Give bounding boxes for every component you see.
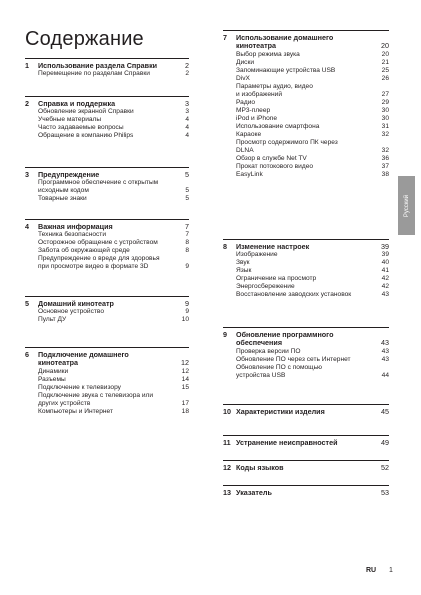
toc-entry-text: Просмотр содержимого ПК через DLNA: [236, 138, 338, 154]
toc-entry[interactable]: [25, 308, 189, 316]
toc-entry-page: 27: [381, 90, 389, 98]
toc-entry-page: 9: [185, 263, 189, 271]
section-number: 10: [223, 407, 231, 416]
toc-entry-text: Параметры аудио, видео и изображений: [236, 82, 313, 98]
toc-entry-text: Пульт ДУ: [38, 316, 67, 324]
toc-entry-text: Звук: [236, 259, 250, 267]
toc-entry-text: Забота об окружающей среде: [38, 247, 130, 255]
toc-entry-text: Учебные материалы: [38, 116, 102, 124]
section-number: 7: [223, 33, 227, 42]
toc-entry-text: Изображение: [236, 251, 278, 259]
toc-section: [25, 96, 189, 140]
toc-entry-page: 15: [181, 383, 189, 391]
toc-entry[interactable]: [223, 131, 389, 139]
section-title: Обновление программного обеспечения: [236, 330, 334, 348]
toc-entry[interactable]: [223, 123, 389, 131]
section-page-number: 52: [381, 463, 389, 472]
toc-section-heading[interactable]: [223, 405, 389, 416]
section-number: 3: [25, 170, 29, 179]
toc-entry-text: EasyLink: [236, 170, 263, 178]
toc-entry-page: 21: [381, 58, 389, 66]
section-title: Предупреждение: [38, 170, 100, 179]
toc-entry[interactable]: [25, 368, 189, 376]
toc-section: [223, 404, 389, 416]
toc-entry-text: Ограничение на просмотр: [236, 275, 317, 283]
section-number: 1: [25, 61, 29, 70]
toc-section-heading[interactable]: [25, 348, 189, 368]
section-number: 6: [25, 350, 29, 359]
section-title: Подключение домашнего кинотеатра: [38, 350, 129, 368]
toc-entry[interactable]: [223, 348, 389, 356]
footer-language: RU: [366, 567, 377, 574]
toc-entry-text: Запоминающие устройства USB: [236, 66, 336, 74]
toc-entry[interactable]: [223, 107, 389, 115]
toc-entry[interactable]: [223, 364, 389, 380]
toc-entry-page: 4: [185, 116, 189, 124]
toc-entry[interactable]: [223, 83, 389, 99]
toc-entry-text: Язык: [236, 267, 252, 275]
section-title: Изменение настроек: [236, 242, 310, 251]
toc-section-heading[interactable]: [25, 97, 189, 108]
toc-entry-page: 9: [185, 308, 189, 316]
toc-entry[interactable]: [223, 259, 389, 267]
toc-entry-text: DivX: [236, 74, 250, 82]
toc-entry[interactable]: [25, 247, 189, 255]
toc-entry-page: 2: [185, 70, 189, 78]
toc-section-heading[interactable]: [223, 461, 389, 472]
toc-entry-text: Караоке: [236, 130, 262, 138]
section-page-number: 2: [185, 61, 189, 70]
toc-entry-page: 30: [381, 106, 389, 114]
toc-section: [223, 435, 389, 447]
toc-section-heading[interactable]: [223, 328, 389, 348]
toc-entry[interactable]: [223, 51, 389, 59]
section-number: 11: [223, 438, 231, 447]
toc-entry[interactable]: [25, 316, 189, 324]
toc-entry-page: 10: [181, 316, 189, 324]
section-title: Указатель: [236, 488, 272, 497]
toc-entry[interactable]: [223, 59, 389, 67]
toc-entry-page: 26: [381, 74, 389, 82]
toc-section: [223, 239, 389, 299]
toc-entry[interactable]: [25, 376, 189, 384]
toc-entry[interactable]: [223, 115, 389, 123]
toc-section: [223, 460, 389, 472]
toc-entry[interactable]: [223, 283, 389, 291]
toc-entry-page: 42: [381, 283, 389, 291]
toc-entry-page: 25: [381, 66, 389, 74]
toc-entry-page: 43: [381, 355, 389, 363]
section-page-number: 45: [381, 407, 389, 416]
toc-entry-text: Обновление ПО с помощью устройства USB: [236, 363, 322, 379]
section-number: 4: [25, 222, 29, 231]
toc-section: [25, 219, 189, 271]
toc-entry-page: 29: [381, 98, 389, 106]
toc-section-heading[interactable]: [223, 240, 389, 251]
toc-entry-page: 14: [181, 375, 189, 383]
toc-section-heading[interactable]: [223, 31, 389, 51]
toc-entry-text: Программное обеспечение с открытым исходным кодом: [38, 179, 159, 195]
section-title: Использование домашнего кинотеатра: [236, 33, 334, 51]
toc-entry[interactable]: [223, 99, 389, 107]
toc-entry-page: 5: [185, 187, 189, 195]
toc-entry-text: Перемещение по разделам Справки: [38, 70, 150, 78]
toc-entry-text: Подключение к телевизору: [38, 383, 121, 391]
toc-entry-text: Обновление ПО через сеть Интернет: [236, 355, 351, 363]
toc-section-heading[interactable]: [223, 436, 389, 447]
section-title: Справка и поддержка: [38, 99, 116, 108]
toc-entry-page: 43: [381, 347, 389, 355]
toc-entry-text: Обновление экранной Справки: [38, 108, 134, 116]
toc-section-heading[interactable]: [25, 168, 189, 179]
toc-entry-page: 20: [381, 50, 389, 58]
section-title: Характеристики изделия: [236, 407, 325, 416]
toc-entry-text: Динамики: [38, 367, 69, 375]
toc-entry-page: 17: [181, 399, 189, 407]
section-number: 12: [223, 463, 231, 472]
toc-entry-text: Использование смартфона: [236, 122, 320, 130]
toc-entry[interactable]: [223, 356, 389, 364]
toc-entry[interactable]: [25, 408, 189, 416]
section-number: 13: [223, 488, 231, 497]
toc-entry-text: Обзор в службе Net TV: [236, 154, 307, 162]
toc-entry-page: 39: [381, 251, 389, 259]
section-title: Важная информация: [38, 222, 113, 231]
toc-entry-page: 40: [381, 259, 389, 267]
toc-entry-page: 38: [381, 170, 389, 178]
toc-entry[interactable]: [223, 251, 389, 259]
toc-entry-page: 31: [381, 122, 389, 130]
toc-entry[interactable]: [25, 195, 189, 203]
section-title: Коды языков: [236, 463, 284, 472]
toc-entry-page: 3: [185, 108, 189, 116]
toc-entry-page: 42: [381, 275, 389, 283]
toc-entry-text: Выбор режима звука: [236, 50, 300, 58]
toc-entry-text: Часто задаваемые вопросы: [38, 124, 124, 132]
toc-entry-page: 32: [381, 130, 389, 138]
section-title: Использование раздела Справки: [38, 61, 158, 70]
toc-entry-page: 12: [181, 367, 189, 375]
toc-entry[interactable]: [25, 392, 189, 408]
toc-entry-page: 43: [381, 291, 389, 299]
toc-entry-page: 37: [381, 162, 389, 170]
toc-entry[interactable]: [223, 67, 389, 75]
section-page-number: 20: [381, 41, 389, 51]
toc-entry-text: iPod и iPhone: [236, 114, 278, 122]
toc-entry-page: 8: [185, 247, 189, 255]
toc-section-heading[interactable]: [25, 220, 189, 231]
toc-entry-text: Разъемы: [38, 375, 66, 383]
toc-entry-text: Диски: [236, 58, 255, 66]
toc-entry[interactable]: [223, 75, 389, 83]
section-page-number: 3: [185, 99, 189, 108]
toc-section: [223, 485, 389, 497]
toc-entry-text: Радио: [236, 98, 256, 106]
toc-entry-text: Предупреждение о вреде для здоровья при просмотре видео в формате 3D: [38, 255, 160, 271]
toc-entry-text: Проверка версии ПО: [236, 347, 301, 355]
toc-section-heading[interactable]: [25, 59, 189, 70]
toc-entry-page: 41: [381, 267, 389, 275]
toc-entry[interactable]: [223, 163, 389, 171]
toc-entry[interactable]: [223, 139, 389, 155]
section-page-number: 5: [185, 170, 189, 179]
toc-entry-page: 5: [185, 195, 189, 203]
toc-entry[interactable]: [25, 179, 189, 195]
toc-entry[interactable]: [223, 155, 389, 163]
toc-section: [25, 58, 189, 78]
footer-page-number: 1: [389, 567, 393, 574]
toc-section: [25, 347, 189, 416]
toc-entry-page: 7: [185, 231, 189, 239]
toc-entry-page: 30: [381, 114, 389, 122]
toc-entry-text: Энергосбережение: [236, 283, 295, 291]
section-page-number: 43: [381, 338, 389, 348]
toc-section-heading[interactable]: [25, 297, 189, 308]
toc-entry-page: 8: [185, 239, 189, 247]
section-number: 2: [25, 99, 29, 108]
section-title: Устранение неисправностей: [236, 438, 338, 447]
toc-entry-text: Товарные знаки: [38, 195, 87, 203]
language-side-tab: [398, 176, 415, 235]
section-page-number: 9: [185, 299, 189, 308]
toc-section-heading[interactable]: [223, 486, 389, 497]
section-number: 8: [223, 242, 227, 251]
toc-entry[interactable]: [223, 171, 389, 179]
toc-entry[interactable]: [25, 70, 189, 78]
toc-entry[interactable]: [25, 132, 189, 140]
toc-entry-text: Осторожное обращение с устройством: [38, 239, 158, 247]
toc-entry-text: Подключение звука с телевизора или других устройств: [38, 391, 154, 407]
section-number: 5: [25, 299, 29, 308]
toc-entry[interactable]: [25, 255, 189, 271]
toc-entry-page: 18: [181, 407, 189, 415]
toc-entry-page: 36: [381, 154, 389, 162]
section-page-number: 53: [381, 488, 389, 497]
toc-section: [25, 296, 189, 324]
toc-entry[interactable]: [25, 116, 189, 124]
section-page-number: 7: [185, 222, 189, 231]
toc-entry-text: Основное устройство: [38, 308, 105, 316]
toc-entry[interactable]: [25, 384, 189, 392]
toc-entry[interactable]: [223, 291, 389, 299]
section-page-number: 39: [381, 242, 389, 251]
toc-entry-text: Восстановление заводских установок: [236, 291, 352, 299]
toc-entry-page: 4: [185, 132, 189, 140]
toc-entry-text: MP3-плеер: [236, 106, 271, 114]
toc-entry-page: 32: [381, 146, 389, 154]
toc-entry-page: 44: [381, 371, 389, 379]
section-title: Домашний кинотеатр: [38, 299, 114, 308]
toc-section: [223, 30, 389, 179]
section-page-number: 12: [181, 358, 189, 368]
toc-entry-text: Компьютеры и Интернет: [38, 407, 113, 415]
toc-entry-text: Техника безопасности: [38, 231, 107, 239]
toc-entry-page: 4: [185, 124, 189, 132]
toc-section: [25, 167, 189, 203]
toc-entry[interactable]: [223, 267, 389, 275]
page-title: Содержание: [25, 28, 144, 50]
toc-entry-text: Обращение в компанию Philips: [38, 132, 134, 140]
section-page-number: 49: [381, 438, 389, 447]
toc-section: [223, 327, 389, 380]
language-side-tab-label: Русский: [403, 194, 410, 217]
toc-entry-text: Прокат потокового видео: [236, 162, 314, 170]
section-number: 9: [223, 330, 227, 339]
